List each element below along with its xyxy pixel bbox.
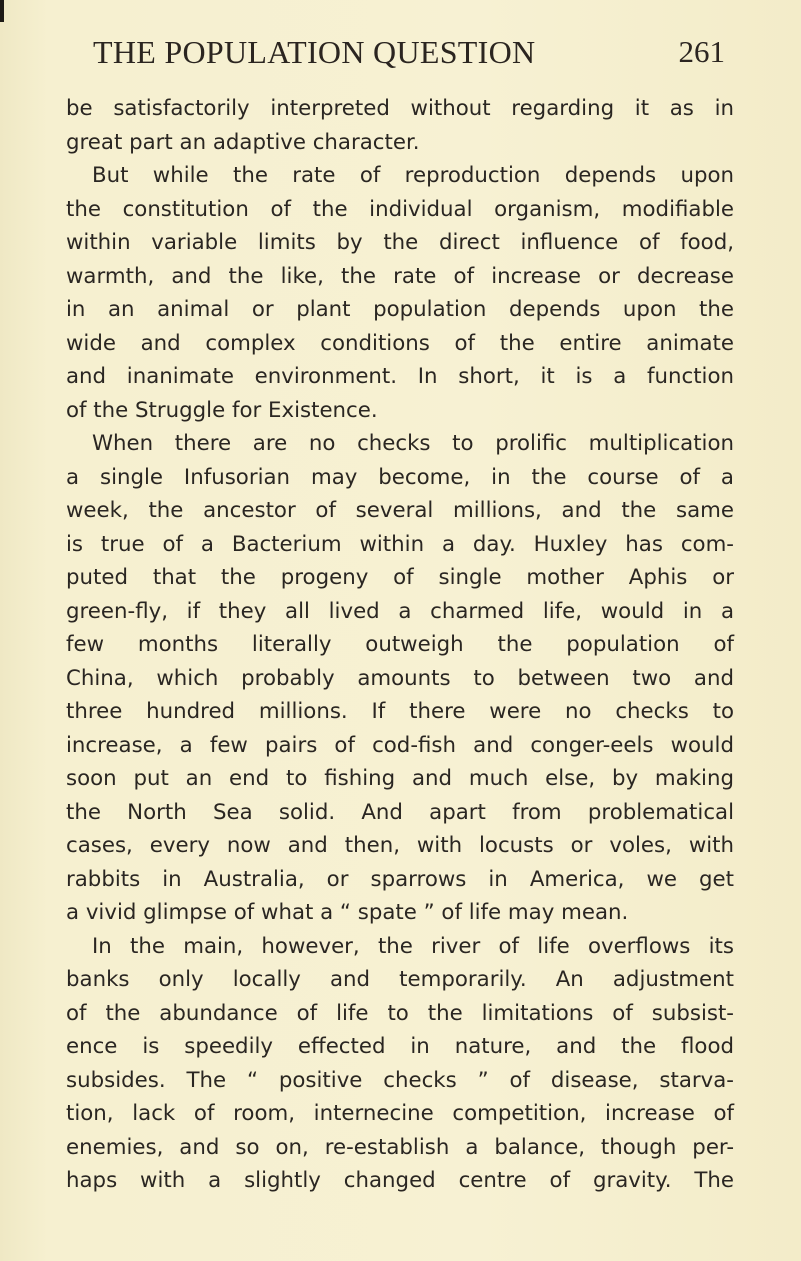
text-line: be satisfactorily interpreted without regarding it as in bbox=[66, 96, 734, 121]
text-line: of the Struggle for Existence. bbox=[66, 397, 378, 423]
text-line: week, the ancestor of several millions, and the same bbox=[66, 498, 734, 523]
text-line: and inanimate environment. In short, it is a function bbox=[66, 364, 734, 389]
text-line: of the abundance of life to the limitations of subsist- bbox=[66, 1000, 734, 1026]
text-line: haps with a slightly changed centre of gravity. The bbox=[66, 1168, 734, 1193]
running-head bbox=[93, 30, 733, 80]
text-line: When there are no checks to prolific multiplication bbox=[92, 431, 734, 456]
body-text bbox=[66, 92, 734, 1198]
text-line: puted that the progeny of single mother Aphis or bbox=[66, 565, 734, 590]
text-line: wide and complex conditions of the entire animate bbox=[66, 330, 734, 356]
text-line: few months literally outweigh the population of bbox=[66, 632, 734, 657]
text-line: in an animal or plant population depends upon the bbox=[66, 297, 734, 322]
text-line: enemies, and so on, re-establish a balance, though per- bbox=[66, 1134, 734, 1160]
page-number: 261 bbox=[678, 34, 725, 69]
running-title: THE POPULATION QUESTION bbox=[93, 34, 536, 70]
text-line: a single Infusorian may become, in the course of a bbox=[66, 464, 734, 490]
text-line: within variable limits by the direct influence of food, bbox=[66, 230, 734, 255]
text-line: warmth, and the like, the rate of increase or decrease bbox=[66, 263, 734, 289]
text-line: China, which probably amounts to between two and bbox=[66, 665, 734, 691]
text-line: rabbits in Australia, or sparrows in America, we get bbox=[66, 866, 734, 892]
page-edge-mark bbox=[0, 0, 4, 22]
text-line: is true of a Bacterium within a day. Huxley has com- bbox=[66, 531, 734, 557]
text-line: banks only locally and temporarily. An adjustment bbox=[66, 967, 734, 992]
text-line: soon put an end to fishing and much else, by making bbox=[66, 766, 734, 791]
text-line: great part an adaptive character. bbox=[66, 129, 420, 155]
text-line: increase, a few pairs of cod-fish and conger-eels would bbox=[66, 732, 734, 758]
text-line: three hundred millions. If there were no checks to bbox=[66, 699, 734, 724]
text-line: cases, every now and then, with locusts or voles, with bbox=[66, 833, 734, 858]
text-line: tion, lack of room, internecine competition, increase of bbox=[66, 1101, 734, 1126]
text-line: the North Sea solid. And apart from problematical bbox=[66, 799, 734, 825]
text-line: subsides. The “ positive checks ” of disease, starva- bbox=[66, 1067, 734, 1093]
text-line: a vivid glimpse of what a “ spate ” of life may mean. bbox=[66, 900, 629, 925]
text-line: ence is speedily effected in nature, and the flood bbox=[66, 1034, 734, 1059]
text-line: green-fly, if they all lived a charmed life, would in a bbox=[66, 598, 734, 624]
text-line: But while the rate of reproduction depends upon bbox=[92, 163, 734, 188]
text-line: In the main, however, the river of life overflows its bbox=[92, 933, 734, 959]
text-line: the constitution of the individual organism, modifiable bbox=[66, 196, 734, 222]
